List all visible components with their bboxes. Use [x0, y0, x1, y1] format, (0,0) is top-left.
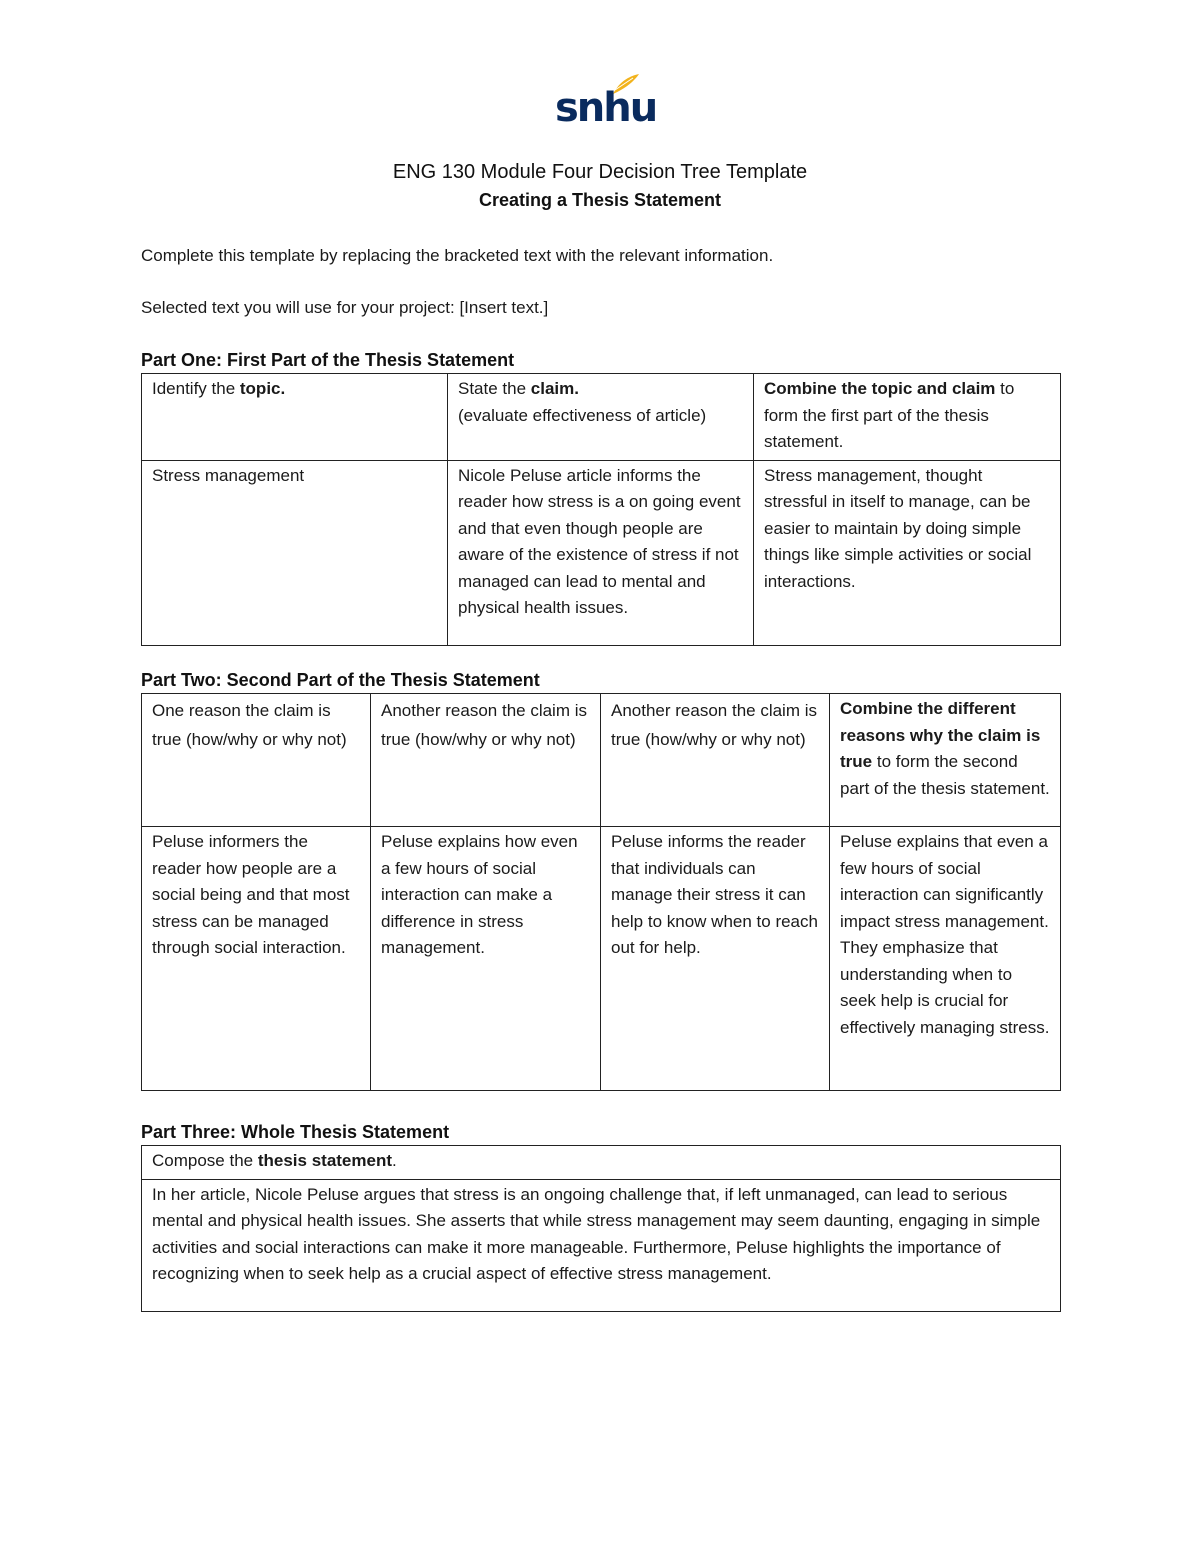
header-text: to form the second part of the thesis statement. [840, 752, 1050, 798]
part-one-table [141, 373, 1061, 646]
snhu-logo [555, 72, 657, 134]
header-text: Identify the [152, 379, 240, 398]
document-title: ENG 130 Module Four Decision Tree Template [392, 161, 808, 183]
table-header-row [142, 694, 1061, 827]
header-text: . [392, 1151, 397, 1170]
part-three-table [141, 1145, 1061, 1312]
claim-header-cell [448, 374, 754, 461]
selected-text-line [141, 296, 548, 320]
header-bold-text: thesis statement [257, 1151, 393, 1170]
reason2-header-cell: Another reason the claim is true (how/why or why not) [371, 694, 601, 827]
reason3-cell: Peluse informs the reader that individuals can manage their stress it can help to know when to reach out for help. [601, 827, 830, 1091]
combined-cell: Stress management, thought stressful in itself to manage, can be easier to maintain by doing simple things like simple activities or social interactions. [754, 460, 1061, 645]
reason1-header-cell: One reason the claim is true (how/why or why not) [142, 694, 371, 827]
reason3-header-cell: Another reason the claim is true (how/why or why not) [601, 694, 830, 827]
claim-cell: Nicole Peluse article informs the reader how stress is a on going event and that even though people are aware of the existence of stress if not managed can lead to mental and physical health issues. [448, 460, 754, 645]
table-row [142, 460, 1061, 645]
header-text: to form the first part of the thesis statement. [764, 379, 1015, 451]
part-two-table [141, 693, 1061, 1091]
thesis-cell: In her article, Nicole Peluse argues that stress is an ongoing challenge that, if left unmanaged, can lead to serious mental and physical health issues. She asserts that while stress management may seem daunting, engaging in simple activities and social interactions can make it more manageable. Furthermore, Peluse highlights the importance of recognizing when to seek help as a crucial aspect of effective stress management. [142, 1179, 1061, 1311]
combine-header-cell [754, 374, 1061, 461]
part-two-heading: Part Two: Second Part of the Thesis Statement [141, 670, 540, 690]
selected-text-value: [Insert text.] [459, 298, 549, 317]
table-row [142, 1179, 1061, 1311]
document-subtitle: Creating a Thesis Statement [478, 190, 722, 210]
selected-text-label: Selected text you will use for your project: [141, 298, 460, 317]
header-note: (evaluate effectiveness of article) [458, 405, 707, 425]
table-header-row [142, 374, 1061, 461]
table-header-row [142, 1146, 1061, 1180]
reason2-cell: Peluse explains how even a few hours of social interaction can make a difference in stress management. [371, 827, 601, 1091]
header-bold-text: Combine the topic and claim [764, 379, 996, 398]
combined-reasons-cell: Peluse explains that even a few hours of social interaction can significantly impact stress management. They emphasize that understanding when to seek help is crucial for effectively managing stress. [830, 827, 1061, 1091]
thesis-header-cell [142, 1146, 1061, 1180]
header-bold-text: Combine the different reasons why the claim is true [840, 699, 1041, 771]
header-bold-text: topic. [239, 379, 286, 398]
header-bold-text: claim. [530, 379, 579, 398]
header-text: Compose the [152, 1151, 258, 1170]
topic-header-cell [142, 374, 448, 461]
part-three-heading: Part Three: Whole Thesis Statement [141, 1122, 450, 1142]
topic-cell: Stress management [142, 460, 448, 645]
header-text: State the [458, 379, 531, 398]
reason1-cell: Peluse informers the reader how people are a social being and that most stress can be managed through social interaction. [142, 827, 371, 1091]
instructions-text: Complete this template by replacing the bracketed text with the relevant information. [141, 246, 774, 265]
part-one-heading: Part One: First Part of the Thesis Statement [141, 350, 515, 370]
table-row [142, 827, 1061, 1091]
combine-reasons-header-cell [830, 694, 1061, 827]
logo-text: snhu [555, 85, 657, 131]
